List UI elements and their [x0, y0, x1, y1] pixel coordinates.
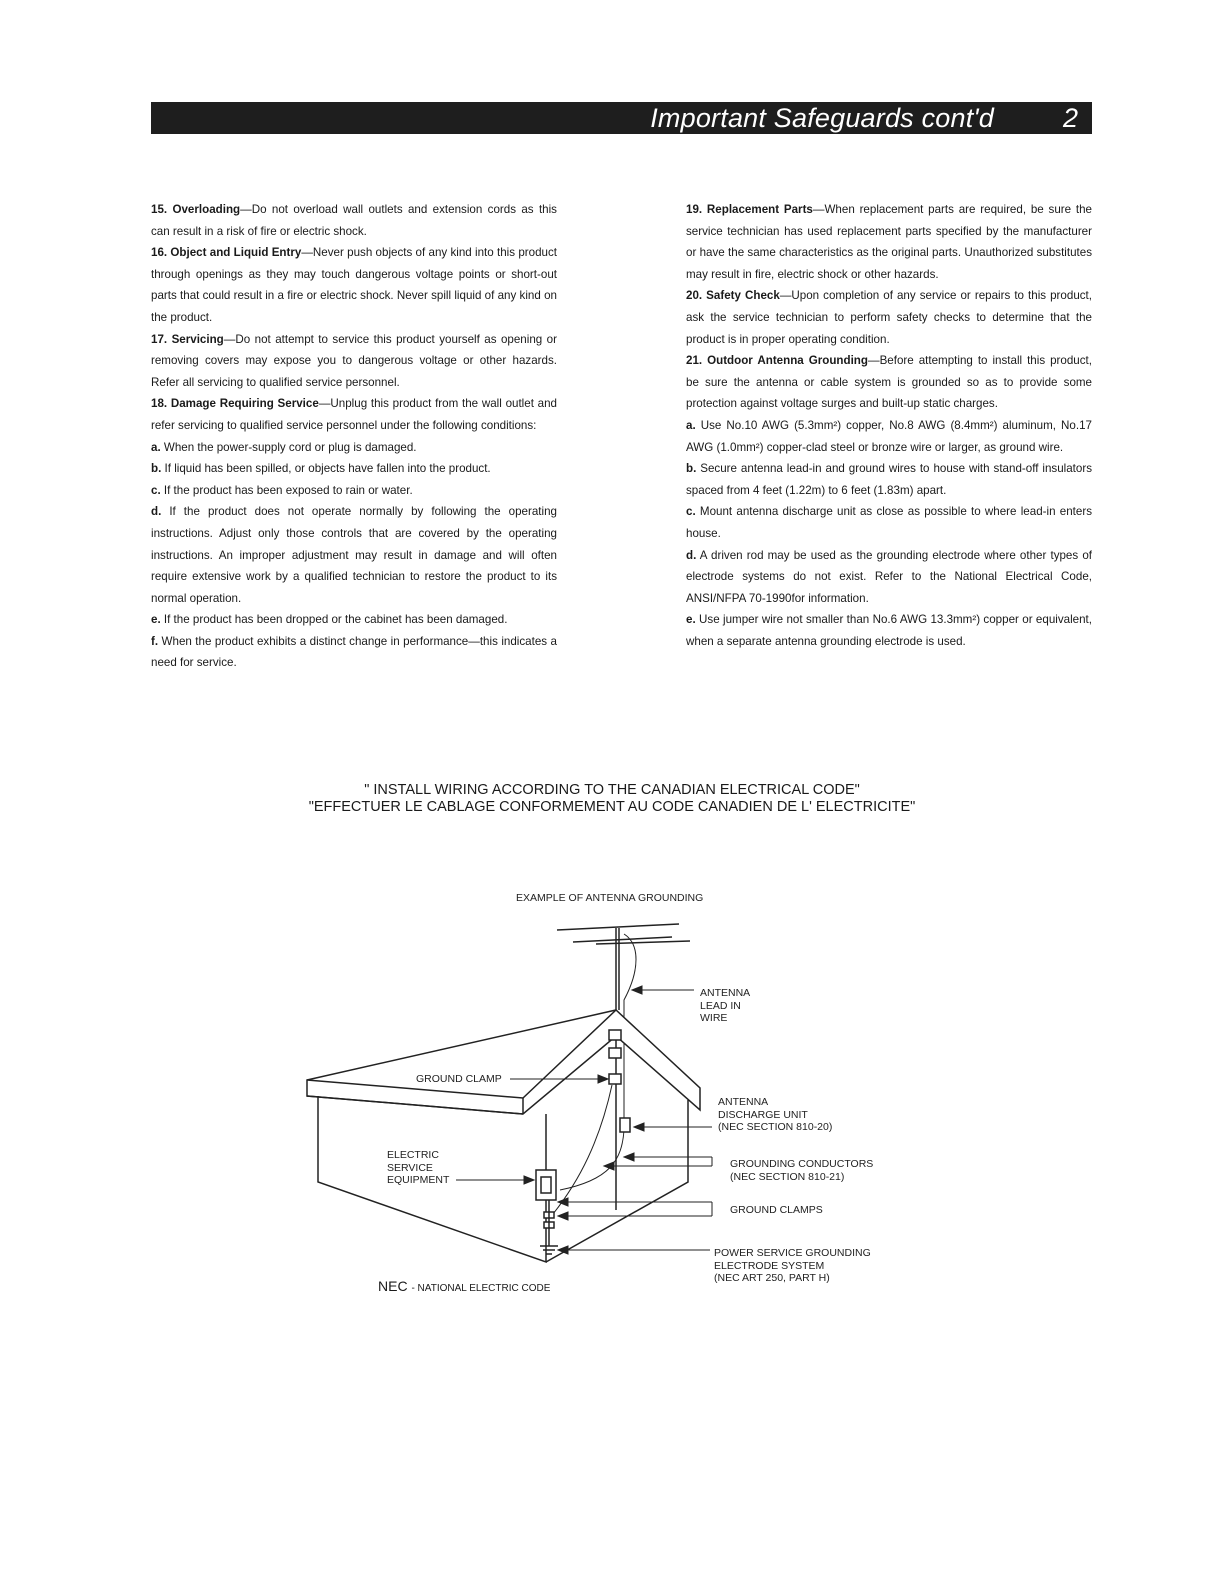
- antenna-element-mid: [573, 937, 672, 942]
- grounding-conductor-wire: [553, 1085, 612, 1214]
- label-electric-service: ELECTRIC SERVICE EQUIPMENT: [387, 1149, 450, 1186]
- standoff-insulator: [609, 1030, 621, 1040]
- safeguard-item-text: —Do not attempt to service this product yourself as opening or removing covers may expose you to dangerous voltage or other hazards. Refer all servicing to qualified service personnel.: [151, 332, 557, 389]
- nec-footnote: [378, 1278, 550, 1294]
- code-notice-english: " INSTALL WIRING ACCORDING TO THE CANADIAN ELECTRICAL CODE": [364, 782, 860, 798]
- safeguard-item-text: —Before attempting to install this product, be sure the antenna or cable system is grounded so as to provide some protection against voltage surges and built-up static charges.: [686, 354, 1092, 411]
- label-grounding-conductors: GROUNDING CONDUCTORS (NEC SECTION 810-21): [730, 1158, 874, 1183]
- safeguard-item-heading: 17. Servicing: [151, 332, 224, 346]
- safeguard-item-text: —Upon completion of any service or repairs to this product, ask the service technician to perform safety checks to determine that the product is in proper operating condition.: [686, 289, 1093, 346]
- ground-clamp-box: [609, 1074, 621, 1084]
- antenna-element-top: [557, 924, 679, 930]
- safeguard-item-heading: d.: [151, 505, 162, 519]
- house-wall-right: [546, 1100, 688, 1262]
- safeguard-item-text: If liquid has been spilled, or objects have fallen into the product.: [161, 462, 491, 476]
- electric-service-box: [536, 1170, 556, 1200]
- safeguard-item-heading: a.: [151, 440, 161, 454]
- safeguard-item-text: —Never push objects of any kind into this product through openings as they may touch dangerous voltage points or short-out parts that could result in a fire or electric shock. Never spill liquid of any kind on the product.: [151, 246, 557, 324]
- safeguard-item-heading: e.: [686, 613, 696, 627]
- house-roof-gable: [307, 1010, 700, 1114]
- safeguard-item-heading: b.: [686, 462, 697, 476]
- safeguard-item-text: A driven rod may be used as the grounding electrode where other types of electrode systems do not exist. Refer to the National Electrical Code, ANSI/NFPA 70-1990for information.: [686, 548, 1092, 605]
- safeguard-item-text: —When replacement parts are required, be sure the service technician has used replacement parts specified by the manufacturer or have the same characteristics as the original parts. Unauthorized substitutes may result in fire, electric shock or other hazards.: [686, 203, 1092, 281]
- safeguard-item-heading: 18. Damage Requiring Service: [151, 397, 319, 411]
- page-number: 2: [1062, 103, 1078, 133]
- safeguard-item-heading: 21. Outdoor Antenna Grounding: [686, 354, 868, 368]
- label-ground-clamp: GROUND CLAMP: [416, 1073, 502, 1085]
- safeguard-item-heading: c.: [686, 505, 696, 519]
- safeguard-item-heading: 19. Replacement Parts: [686, 203, 813, 216]
- safeguard-item-heading: 20. Safety Check: [686, 289, 780, 303]
- page-title: Important Safeguards cont'd: [650, 103, 994, 133]
- safeguard-item-heading: f.: [151, 634, 159, 648]
- label-ground-clamps: GROUND CLAMPS: [730, 1204, 823, 1216]
- label-discharge-unit: ANTENNA DISCHARGE UNIT (NEC SECTION 810-20): [718, 1096, 833, 1133]
- safeguard-item-heading: d.: [686, 548, 697, 562]
- safeguard-item-heading: 16. Object and Liquid Entry: [151, 246, 302, 260]
- standoff-insulator: [609, 1048, 621, 1058]
- safeguard-item-text: When the power-supply cord or plug is damaged.: [160, 440, 417, 454]
- label-power-service: POWER SERVICE GROUNDING ELECTRODE SYSTEM (NEC ART 250, PART H): [714, 1247, 871, 1284]
- nec-abbreviation: NEC: [378, 1278, 408, 1294]
- safeguard-item-text: When the product exhibits a distinct change in performance—this indicates a need for service.: [151, 634, 557, 670]
- safeguard-item-text: Use No.10 AWG (5.3mm²) copper, No.8 AWG (8.4mm²) aluminum, No.17 AWG (1.0mm²) copper-clad steel or bronze wire or larger, as ground wire.: [686, 418, 1092, 454]
- safeguard-item-text: —Do not overload wall outlets and extension cords as this can result in a risk of fire or electric shock.: [151, 203, 557, 238]
- antenna-discharge-unit: [620, 1118, 630, 1132]
- safeguard-item-heading: a.: [686, 418, 696, 432]
- code-notice-french: "EFFECTUER LE CABLAGE CONFORMEMENT AU CODE CANADIEN DE L' ELECTRICITE": [308, 799, 916, 815]
- safeguard-item-heading: c.: [151, 483, 161, 497]
- safeguard-item-text: —Unplug this product from the wall outlet and refer servicing to qualified service personnel under the following conditions:: [151, 397, 558, 432]
- safeguard-item-text: Secure antenna lead-in and ground wires to house with stand-off insulators spaced from 4 feet (1.22m) to 6 feet (1.83m) apart.: [686, 462, 1092, 497]
- safeguard-item-text: If the product has been dropped or the cabinet has been damaged.: [160, 613, 508, 627]
- safeguard-item-text: Use jumper wire not smaller than No.6 AWG 13.3mm²) copper or equivalent, when a separate antenna grounding electrode is used.: [686, 613, 1092, 648]
- safeguard-item-heading: 15. Overloading: [151, 203, 241, 216]
- safeguard-item-text: If the product does not operate normally by following the operating instructions. Adjust only those controls that are covered by the operating instructions. An improper adjustment may result in damage and will often require extensive work by a qualified technician to restore the product to its normal operation.: [151, 505, 557, 605]
- safeguard-item-text: If the product has been exposed to rain or water.: [160, 483, 413, 497]
- safeguard-item-heading: b.: [151, 462, 162, 476]
- safeguard-item-heading: e.: [151, 613, 161, 627]
- nec-full-name: - NATIONAL ELECTRIC CODE: [411, 1283, 551, 1294]
- safeguard-item-text: Mount antenna discharge unit as close as possible to where lead-in enters house.: [686, 505, 1092, 540]
- diagram-title: EXAMPLE OF ANTENNA GROUNDING: [516, 892, 704, 904]
- label-antenna-lead-in: ANTENNA LEAD IN WIRE: [700, 987, 751, 1024]
- antenna-boom: [596, 941, 690, 944]
